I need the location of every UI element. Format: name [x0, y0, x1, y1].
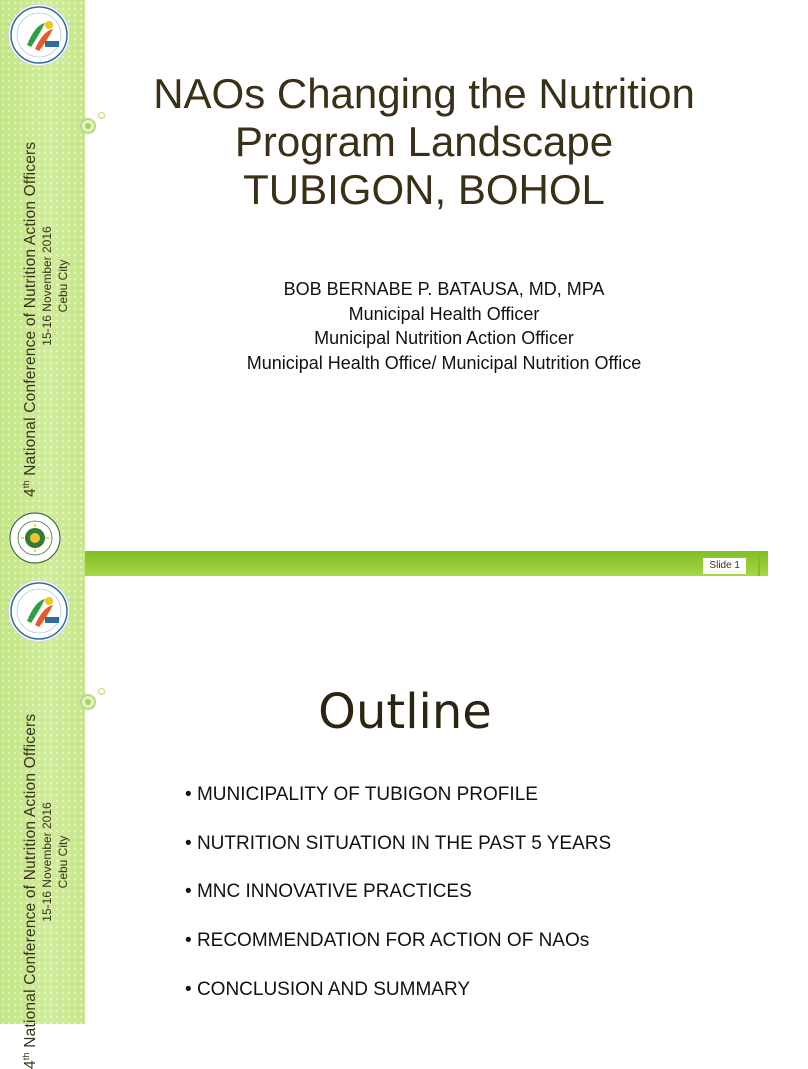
slide-2 [0, 576, 768, 1069]
list-item: • MUNICIPALITY OF TUBIGON PROFILE [185, 782, 611, 831]
outline-title: Outline [318, 684, 492, 740]
list-item: • NUTRITION SITUATION IN THE PAST 5 YEARS [185, 831, 611, 880]
conference-dates-city: 15-16 November 2016 Cebu City [40, 226, 70, 346]
nadya-logo [8, 580, 70, 642]
slide-title: NAOs Changing the Nutrition Program Landscape TUBIGON, BOHOL [153, 70, 695, 213]
decorative-circle [80, 118, 96, 134]
sidebar [0, 576, 85, 1069]
outline-list [185, 782, 611, 1025]
footer [85, 551, 768, 576]
footer-bar [85, 551, 768, 576]
conference-name: 4th National Conference of Nutrition Action Officers [21, 713, 40, 1069]
footer-divider [758, 551, 760, 576]
sidebar [0, 0, 85, 576]
author-block: BOB BERNABE P. BATAUSA, MD, MPA Municipal Health Officer Municipal Nutrition Action Officer Municipal Health Office/ Municipal Nutrition Office [246, 279, 642, 373]
slide-number: Slide 1 [703, 558, 746, 574]
conference-dates-city: 15-16 November 2016 Cebu City [40, 802, 70, 922]
decorative-circle [80, 694, 96, 710]
list-item: • CONCLUSION AND SUMMARY [185, 977, 611, 1026]
conference-name: 4th National Conference of Nutrition Action Officers [21, 141, 40, 497]
nadya-logo [8, 4, 70, 66]
list-item: • MNC INNOVATIVE PRACTICES [185, 879, 611, 928]
list-item: • RECOMMENDATION FOR ACTION OF NAOs [185, 928, 611, 977]
nnc-logo [9, 512, 61, 564]
